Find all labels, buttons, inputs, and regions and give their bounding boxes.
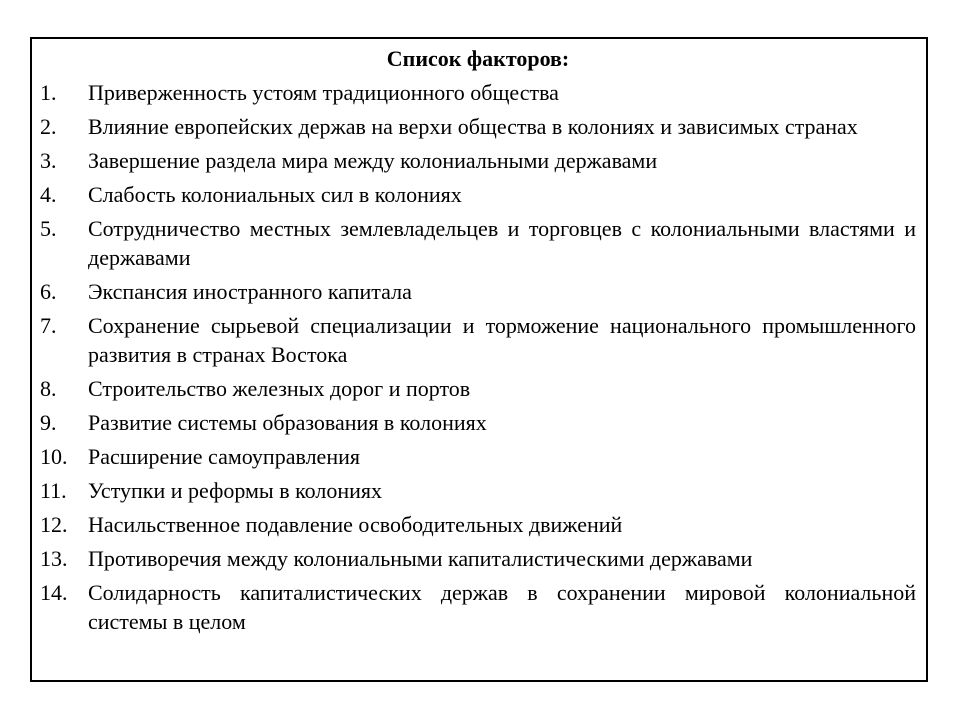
list-item: [40, 311, 916, 369]
factors-list: [40, 78, 916, 636]
item-number: 12.: [40, 512, 68, 537]
factors-box: [30, 37, 928, 682]
list-item: [40, 374, 916, 403]
item-text: Экспансия иностранного капитала: [88, 279, 412, 304]
item-text: Влияние европейских держав на верхи общества в колониях и зависимых странах: [88, 114, 858, 139]
list-item: [40, 78, 916, 107]
item-text: Расширение самоуправления: [88, 444, 360, 469]
item-text: Приверженность устоям традиционного общества: [88, 80, 559, 105]
item-text: Строительство железных дорог и портов: [88, 376, 471, 401]
list-item: [40, 578, 916, 636]
item-text: Солидарность капиталистических держав в сохранении мировой колониальной системы в целом: [88, 580, 916, 634]
item-number: 13.: [40, 546, 68, 571]
item-text: Сохранение сырьевой специализации и торможение национального промышленного развития в странах Востока: [88, 313, 916, 367]
item-number: 5.: [40, 216, 57, 241]
item-text: Противоречия между колониальными капиталистическими державами: [88, 546, 753, 571]
list-item: [40, 180, 916, 209]
item-number: 14.: [40, 580, 68, 605]
item-text: Уступки и реформы в колониях: [88, 478, 383, 503]
list-item: [40, 544, 916, 573]
item-number: 3.: [40, 148, 57, 173]
list-item: [40, 408, 916, 437]
item-text: Завершение раздела мира между колониальными державами: [88, 148, 658, 173]
item-number: 2.: [40, 114, 57, 139]
item-number: 10.: [40, 444, 68, 469]
item-number: 4.: [40, 182, 57, 207]
item-text: Сотрудничество местных землевладельцев и торговцев с колониальными властями и державами: [88, 216, 916, 270]
list-item: [40, 510, 916, 539]
item-text: Насильственное подавление освободительных движений: [88, 512, 623, 537]
list-title: Список факторов:: [386, 46, 570, 71]
list-item: [40, 277, 916, 306]
list-item: [40, 112, 916, 141]
list-item: [40, 146, 916, 175]
item-number: 8.: [40, 376, 57, 401]
item-number: 9.: [40, 410, 57, 435]
item-number: 1.: [40, 80, 57, 105]
list-item: [40, 476, 916, 505]
item-text: Слабость колониальных сил в колониях: [88, 182, 462, 207]
item-number: 11.: [40, 478, 67, 503]
list-item: [40, 214, 916, 272]
item-text: Развитие системы образования в колониях: [88, 410, 487, 435]
list-item: [40, 442, 916, 471]
item-number: 7.: [40, 313, 57, 338]
item-number: 6.: [40, 279, 57, 304]
